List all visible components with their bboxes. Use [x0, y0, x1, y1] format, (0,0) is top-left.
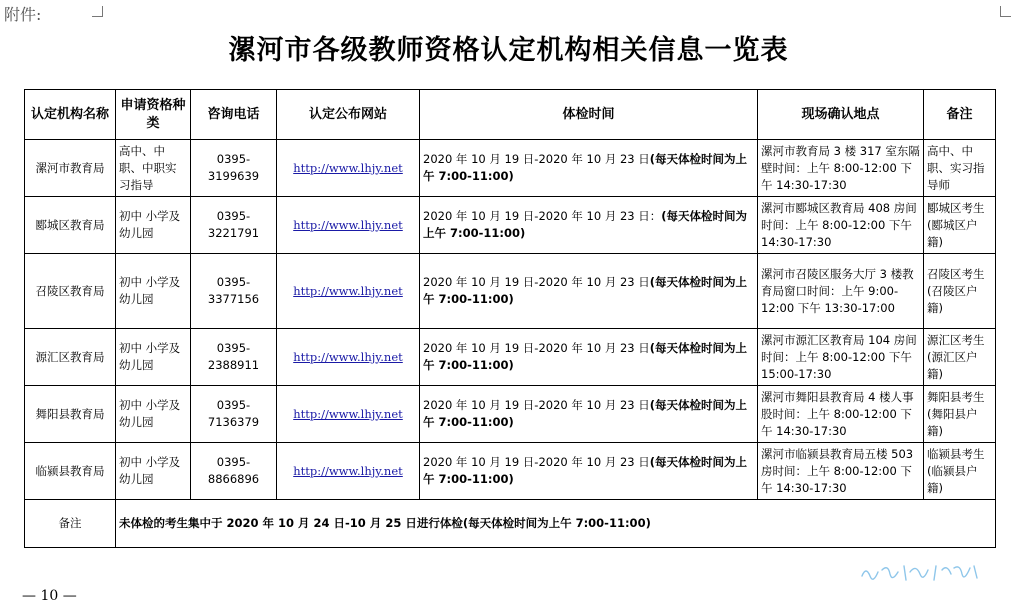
- time-cell: [420, 443, 758, 500]
- table-row: [25, 443, 996, 500]
- site-link[interactable]: http://www.lhjy.net: [293, 160, 403, 175]
- remark-cell: 源汇区考生(源汇区户籍): [924, 329, 996, 386]
- time-date: 2020 年 10 月 19 日-2020 年 10 月 23 日: [423, 398, 650, 412]
- types-cell: 初中 小学及幼儿园: [116, 443, 191, 500]
- page-title: 漯河市各级教师资格认定机构相关信息一览表: [228, 35, 789, 66]
- table-row: [25, 140, 996, 197]
- handwritten-signature: [858, 560, 988, 584]
- footnote-label: 备注: [25, 500, 116, 548]
- org-cell: 召陵区教育局: [25, 254, 116, 329]
- attachment-label: 附件:: [4, 5, 42, 24]
- location-cell: 漯河市临颍县教育局五楼 503 房时间：上午 8:00-12:00 下午 14:30-17:30: [758, 443, 924, 500]
- time-cell: [420, 140, 758, 197]
- time-date: 2020 年 10 月 19 日-2020 年 10 月 23 日：: [423, 209, 662, 223]
- phone-cell: 0395-3221791: [191, 197, 277, 254]
- time-date: 2020 年 10 月 19 日-2020 年 10 月 23 日: [423, 152, 650, 166]
- remark-cell: 召陵区考生(召陵区户籍): [924, 254, 996, 329]
- info-table: [24, 89, 996, 548]
- org-cell: 源汇区教育局: [25, 329, 116, 386]
- site-link[interactable]: http://www.lhjy.net: [293, 349, 403, 364]
- table-row: [25, 386, 996, 443]
- location-cell: 漯河市源汇区教育局 104 房间时间：上午 8:00-12:00 下午 15:00-17:30: [758, 329, 924, 386]
- org-cell: 郾城区教育局: [25, 197, 116, 254]
- site-link[interactable]: http://www.lhjy.net: [293, 217, 403, 232]
- header-remark: 备注: [924, 90, 996, 140]
- time-cell: [420, 329, 758, 386]
- header-org: 认定机构名称: [25, 90, 116, 140]
- remark-cell: 临颍县考生(临颍县户籍): [924, 443, 996, 500]
- time-note: (每天体检时间为上午 7:00-11:00): [423, 398, 748, 429]
- table-row: [25, 254, 996, 329]
- header-site: 认定公布网站: [277, 90, 420, 140]
- time-cell: [420, 386, 758, 443]
- org-cell: 漯河市教育局: [25, 140, 116, 197]
- time-date: 2020 年 10 月 19 日-2020 年 10 月 23 日: [423, 275, 650, 289]
- header-location: 现场确认地点: [758, 90, 924, 140]
- time-date: 2020 年 10 月 19 日-2020 年 10 月 23 日: [423, 341, 650, 355]
- site-cell: [277, 140, 420, 197]
- types-cell: 高中、中职、中职实习指导: [116, 140, 191, 197]
- phone-cell: 0395-3199639: [191, 140, 277, 197]
- location-cell: 漯河市召陵区服务大厅 3 楼教育局窗口时间：上午 9:00-12:00 下午 13:30-17:00: [758, 254, 924, 329]
- types-cell: 初中 小学及幼儿园: [116, 197, 191, 254]
- crop-mark-right: [1000, 6, 1011, 17]
- time-note: (每天体检时间为上午 7:00-11:00): [423, 209, 748, 240]
- header-time: 体检时间: [420, 90, 758, 140]
- time-cell: [420, 197, 758, 254]
- footnote-text: 未体检的考生集中于 2020 年 10 月 24 日-10 月 25 日进行体检(每天体检时间为上午 7:00-11:00): [116, 500, 996, 548]
- header-phone: 咨询电话: [191, 90, 277, 140]
- types-cell: 初中 小学及幼儿园: [116, 329, 191, 386]
- remark-cell: 高中、中职、实习指导师: [924, 140, 996, 197]
- page-number: — 10 —: [22, 588, 77, 604]
- remark-cell: 郾城区考生(郾城区户籍): [924, 197, 996, 254]
- org-cell: 舞阳县教育局: [25, 386, 116, 443]
- location-cell: 漯河市郾城区教育局 408 房间时间：上午 8:00-12:00 下午 14:30-17:30: [758, 197, 924, 254]
- site-link[interactable]: http://www.lhjy.net: [293, 283, 403, 298]
- time-date: 2020 年 10 月 19 日-2020 年 10 月 23 日: [423, 455, 650, 469]
- table-header-row: [25, 90, 996, 140]
- time-note: (每天体检时间为上午 7:00-11:00): [423, 455, 748, 486]
- site-cell: [277, 197, 420, 254]
- site-link[interactable]: http://www.lhjy.net: [293, 463, 403, 478]
- site-link[interactable]: http://www.lhjy.net: [293, 406, 403, 421]
- location-cell: 漯河市舞阳县教育局 4 楼人事股时间：上午 8:00-12:00 下午 14:30-17:30: [758, 386, 924, 443]
- footnote-row: [25, 500, 996, 548]
- site-cell: [277, 386, 420, 443]
- phone-cell: 0395-7136379: [191, 386, 277, 443]
- site-cell: [277, 443, 420, 500]
- location-cell: 漯河市教育局 3 楼 317 室东隔壁时间：上午 8:00-12:00 下午 14:30-17:30: [758, 140, 924, 197]
- types-cell: 初中 小学及幼儿园: [116, 254, 191, 329]
- site-cell: [277, 329, 420, 386]
- types-cell: 初中 小学及幼儿园: [116, 386, 191, 443]
- time-note: (每天体检时间为上午 7:00-11:00): [423, 152, 748, 183]
- remark-cell: 舞阳县考生(舞阳县户籍): [924, 386, 996, 443]
- header-types: 申请资格种类: [116, 90, 191, 140]
- phone-cell: 0395-3377156: [191, 254, 277, 329]
- table-row: [25, 329, 996, 386]
- phone-cell: 0395-8866896: [191, 443, 277, 500]
- crop-mark-left: [92, 6, 103, 17]
- time-note: (每天体检时间为上午 7:00-11:00): [423, 275, 748, 306]
- site-cell: [277, 254, 420, 329]
- org-cell: 临颍县教育局: [25, 443, 116, 500]
- phone-cell: 0395-2388911: [191, 329, 277, 386]
- table-row: [25, 197, 996, 254]
- time-note: (每天体检时间为上午 7:00-11:00): [423, 341, 748, 372]
- time-cell: [420, 254, 758, 329]
